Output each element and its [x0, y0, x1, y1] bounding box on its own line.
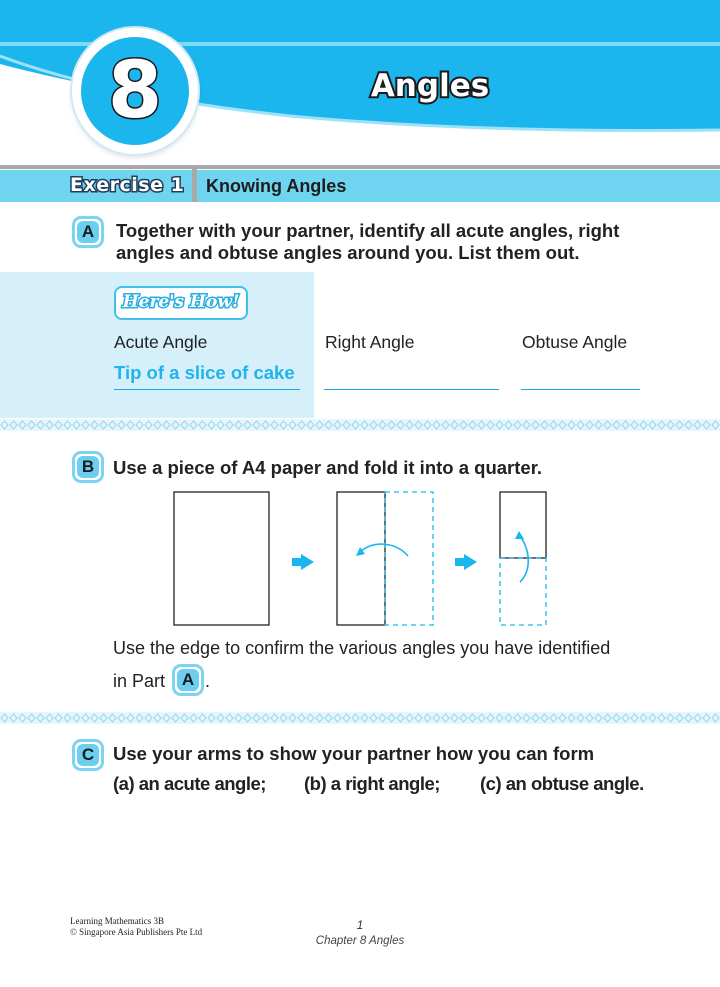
exercise-label: Exercise 1: [70, 174, 185, 196]
footer-book-info: [70, 916, 202, 938]
inline-part-a-badge: [172, 664, 204, 696]
part-b-note-line-1: Use the edge to confirm the various angles you have identified: [113, 638, 611, 658]
part-c-badge: [72, 739, 104, 771]
section-divider-2: [0, 712, 720, 724]
part-a-badge-letter: A: [77, 221, 99, 243]
part-b-question: Use a piece of A4 paper and fold it into a quarter.: [113, 457, 543, 478]
answer-line-obtuse[interactable]: [521, 389, 640, 390]
part-b-note-line-2: [113, 665, 673, 698]
footer-copyright: © Singapore Asia Publishers Pte Ltd: [70, 927, 203, 937]
answer-line-right[interactable]: [324, 389, 499, 390]
inline-part-a-badge-letter: A: [177, 669, 199, 691]
arrow-right-icon: [292, 554, 314, 570]
part-c-question: Use your arms to show your partner how you can form: [113, 743, 595, 764]
section-divider: [0, 419, 720, 431]
heres-how-label: Here's How!: [122, 292, 240, 312]
arrow-right-icon-2: [455, 554, 477, 570]
part-b-note: [113, 632, 673, 698]
part-c-badge-letter: C: [77, 744, 99, 766]
chapter-number: 8: [107, 46, 163, 136]
chapter-badge: [72, 28, 198, 154]
part-a-badge: [72, 216, 104, 248]
part-b-note-prefix: in Part: [113, 671, 166, 691]
part-c-option-c: (c) an obtuse angle.: [480, 773, 644, 794]
part-c-option-b: (b) a right angle;: [304, 773, 440, 794]
part-a-question-line-1: Together with your partner, identify all acute angles, right: [116, 220, 620, 241]
footer-chapter-label: Chapter 8 Angles: [315, 935, 405, 947]
part-b-note-suffix: .: [205, 671, 211, 691]
answer-acute-angle: Tip of a slice of cake: [114, 362, 295, 383]
column-obtuse-angle: Obtuse Angle: [522, 332, 628, 352]
paper-folding-diagram: [160, 484, 580, 634]
exercise-title: Knowing Angles: [206, 176, 347, 196]
part-b-badge-letter: B: [77, 456, 99, 478]
column-right-angle: Right Angle: [325, 332, 415, 352]
quarter-fold-sheet: [500, 492, 546, 625]
chapter-title: Angles: [370, 68, 490, 104]
column-acute-angle: Acute Angle: [114, 332, 208, 352]
footer-book-title: Learning Mathematics 3B: [70, 916, 164, 926]
answer-line-acute: [114, 389, 300, 390]
part-c-option-a: (a) an acute angle;: [113, 773, 266, 794]
a4-sheet: [174, 492, 269, 625]
part-b-badge: [72, 451, 104, 483]
exercise-bar-top-rule: [0, 165, 720, 169]
half-fold-sheet: [337, 492, 433, 625]
part-a-question-line-2: angles and obtuse angles around you. List them out.: [116, 242, 580, 263]
footer-page-number: 1: [356, 918, 364, 932]
